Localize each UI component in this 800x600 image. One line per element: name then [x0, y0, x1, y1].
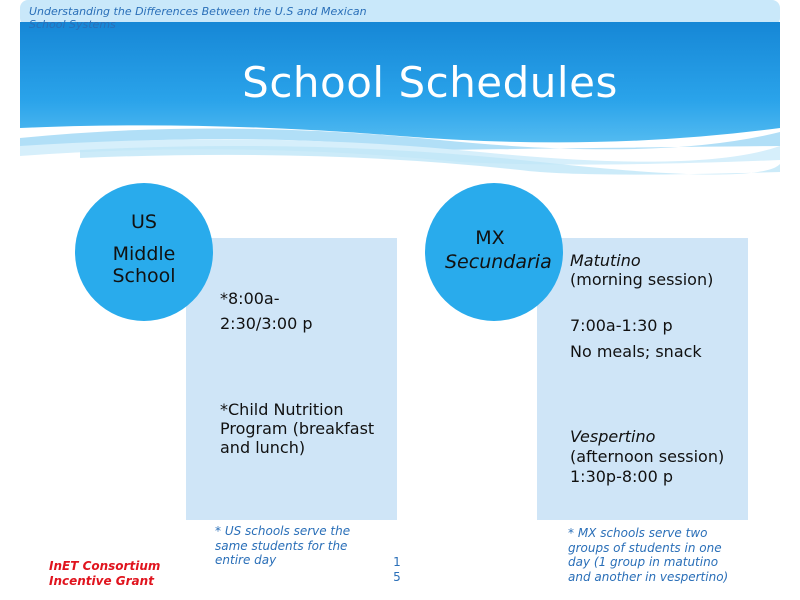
mx-morning-name: Matutino — [570, 251, 641, 270]
mx-secundaria-circle — [425, 183, 563, 321]
mx-footnote: * MX schools serve two groups of students in one day (1 group in matutino and another in vespertino) — [568, 526, 729, 584]
page-number: 15 — [393, 555, 401, 584]
presentation-subtitle: Understanding the Differences Between the U.S and Mexican School Systems — [29, 5, 367, 31]
us-middle-school-circle — [75, 183, 213, 321]
us-footnote: * US schools serve the same students for the entire day — [215, 524, 351, 567]
mx-morning-desc: (morning session) — [570, 270, 714, 289]
mx-afternoon-desc: (afternoon session) 1:30p-8:00 p — [570, 447, 725, 486]
mx-meals: No meals; snack — [570, 342, 702, 361]
us-meals-program: *Child Nutrition Program (breakfast and lunch) — [220, 400, 375, 457]
mx-circle-label-school: Secundaria — [445, 251, 552, 273]
slide-title: School Schedules — [242, 58, 618, 107]
footer-organization: InET Consortium Incentive Grant — [49, 559, 161, 588]
mx-afternoon-name: Vespertino — [570, 427, 656, 446]
us-schedule-panel — [186, 238, 397, 520]
us-circle-label-country: US — [131, 211, 157, 233]
us-circle-label-school: Middle School — [112, 243, 176, 287]
mx-morning-hours: 7:00a-1:30 p — [570, 316, 673, 335]
mx-afternoon-session — [570, 427, 730, 487]
mx-morning-session — [570, 251, 730, 289]
mx-circle-label-country: MX — [475, 227, 505, 249]
us-schedule-hours: *8:00a-2:30/3:00 p — [220, 289, 313, 333]
